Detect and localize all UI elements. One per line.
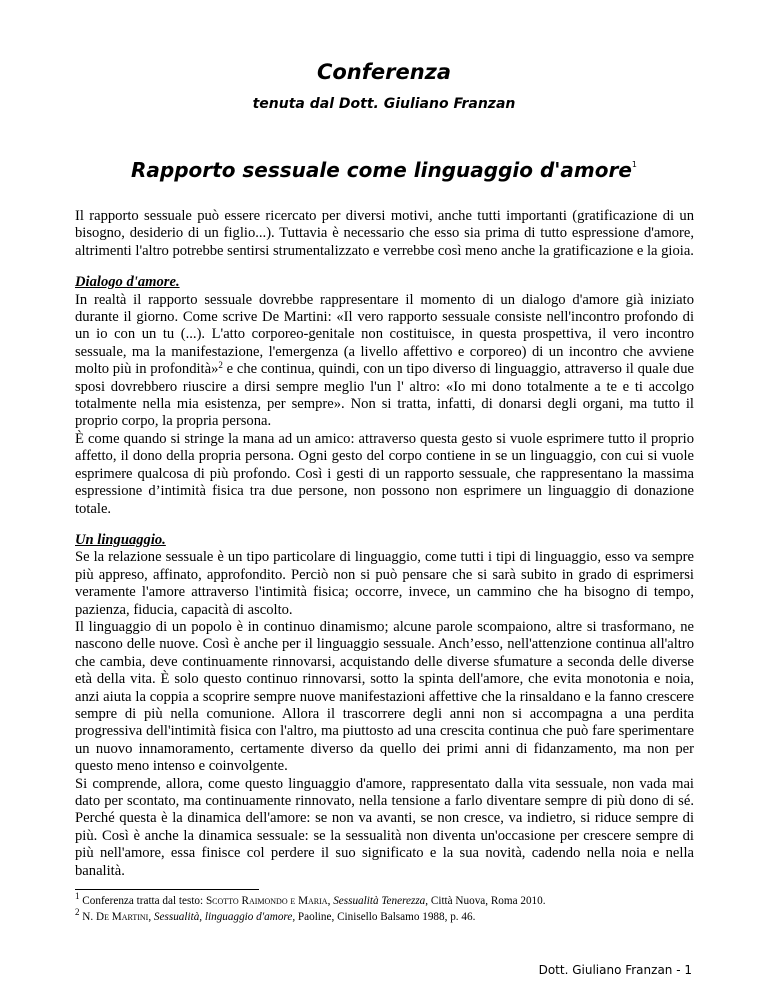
section1-p1-text-b: e che continua, quindi, con un tipo diverso di linguaggio, attraverso il quale due sposi dovrebbero riuscire a dirsi sempre meglio l'un l' altro: «Io mi dono totalmente a te e ti accolgo totalmente nella mia esistenza, per sempre». Non si tratta, infatti, di donarsi degli organi, ma tutto il proprio corpo, la propria persona. xyxy=(75,361,694,430)
page-footer: Dott. Giuliano Franzan - 1 xyxy=(538,963,692,977)
footnote-ref-1[interactable]: 1 xyxy=(631,160,637,169)
footnote-2-lead: N. xyxy=(82,911,96,923)
footnote-1-sep: , xyxy=(327,895,334,907)
article-title-text: Rapporto sessuale come linguaggio d'amore xyxy=(131,158,632,182)
footnote-1-author: Scotto Raimondo e Maria xyxy=(205,895,328,907)
section1-paragraph-1 xyxy=(75,292,694,431)
footnote-1-rest: , Città Nuova, Roma 2010. xyxy=(425,895,546,907)
footnote-2-mark: 2 xyxy=(75,907,80,917)
section2-paragraph-2: Il linguaggio di un popolo è in continuo dinamismo; alcune parole scompaiono, altre si trasformano, ne nascono delle nuove. Così è anche per il linguaggio sessuale. Anch’esso, nell'attenzione continua all'altro che cambia, deve continuamente rinnovarsi, acquistando delle diverse sfumature a seconda delle diverse età della vita. È solo questo continuo rinnovarsi, sotto la spinta dell'amore, che evita monotonia e noia, anzi aiuta la coppia a scoprire sempre nuove manifestazioni affettive che la rinsaldano e la fanno crescere sempre di più nella comunione. Allora il trascorrere degli anni non si accompagna a una perdita progressiva dell'intimità fisica con l'altro, ma piuttosto ad una crescita continua che può fare sperimentare un nuovo innamoramento, certamente diverso da quello dei primi anni di fidanzamento, ma non per questo meno intenso e coinvolgente. xyxy=(75,618,694,775)
section2-paragraph-1: Se la relazione sessuale è un tipo particolare di linguaggio, come tutti i tipi di linguaggio, esso va sempre più appreso, affinato, approfondito. Perciò non si può pensare che si sarà subito in grado di esprimersi veramente l'amore attraverso l'intimità fisica; occorre, invece, un cammino che ha bisogno di tempo, pazienza, fiducia, capacità di ascolto. xyxy=(75,549,694,618)
conference-title: Conferenza xyxy=(316,60,452,84)
section1-paragraph-2: È come quando si stringe la mana ad un amico: attraverso questa gesto si vuole esprimere tutto il proprio affetto, il dono della propria persona. Ogni gesto del corpo contiene in se un linguaggio, con cui si vuole esprimere qualcosa di più profondo. Così i gesti di un rapporto sessuale, che rappresentano la massima espressione d’intimità fisica tra due persone, non possono non esprimere un linguaggio di donazione totale. xyxy=(75,430,694,517)
footnote-separator xyxy=(75,889,259,890)
section1-p1-text-a: In realtà il rapporto sessuale dovrebbe rappresentare il momento di un dialogo d'amore già iniziato durante il giorno. Come scrive De Martini: «Il vero rapporto sessuale consiste nell'incontro profondo di un io con un tu (...). L'atto corporeo-genitale non costituisce, in questa prospettiva, il vero incontro sessuale, ma la manifestazione, l'emergenza (a livello affettivo e corporeo) di un incontro che avviene molto più in profondità» xyxy=(75,291,694,378)
footnote-2 xyxy=(75,907,715,924)
intro-paragraph: Il rapporto sessuale può essere ricercato per diversi motivi, anche tutti importanti (gratificazione di un bisogno, desiderio di un figlio...). Tuttavia è necessario che esso sia prima di tutto espressione d'amore, altrimenti l'altro potrebbe sentirsi strumentalizzato e verrebbe così meno anche la gratificazione e la gioia. xyxy=(75,208,694,259)
footnote-1-mark: 1 xyxy=(75,891,80,901)
footnote-2-sep: , xyxy=(148,911,154,923)
footnote-ref-2[interactable]: 2 xyxy=(218,360,223,371)
article-title xyxy=(0,158,768,182)
article-body xyxy=(75,208,694,880)
section-heading-dialogo: Dialogo d'amore. xyxy=(75,274,180,291)
footnote-1 xyxy=(75,891,715,908)
conference-subtitle: tenuta dal Dott. Giuliano Franzan xyxy=(252,96,516,112)
footnote-2-author: De Martini xyxy=(95,911,149,923)
section-heading-linguaggio: Un linguaggio. xyxy=(75,531,166,548)
footnote-1-lead: Conferenza tratta dal testo: xyxy=(82,895,206,907)
section2-paragraph-3: Si comprende, allora, come questo linguaggio d'amore, rappresentato dalla vita sessuale, non vada mai dato per scontato, ma continuamente rinnovato, nella tensione a farlo diventare sempre di più dono di sé. Perché questa è la dinamica dell'amore: se non va avanti, se non cresce, va indietro, si riduce sempre di più. Così è anche la dinamica sessuale: se la sessualità non diventa un'occasione per crescere sempre di più nell'amore, essa finisce col perdere il suo significato e la sua novità, cadendo nella noia e nella banalità. xyxy=(75,775,694,879)
footnote-1-work: Sessualità Tenerezza xyxy=(333,895,426,907)
footnote-2-rest: Paoline, Cinisello Balsamo 1988, p. 46. xyxy=(295,911,476,923)
footnote-2-work: Sessualità, linguaggio d'amore, xyxy=(153,911,296,923)
